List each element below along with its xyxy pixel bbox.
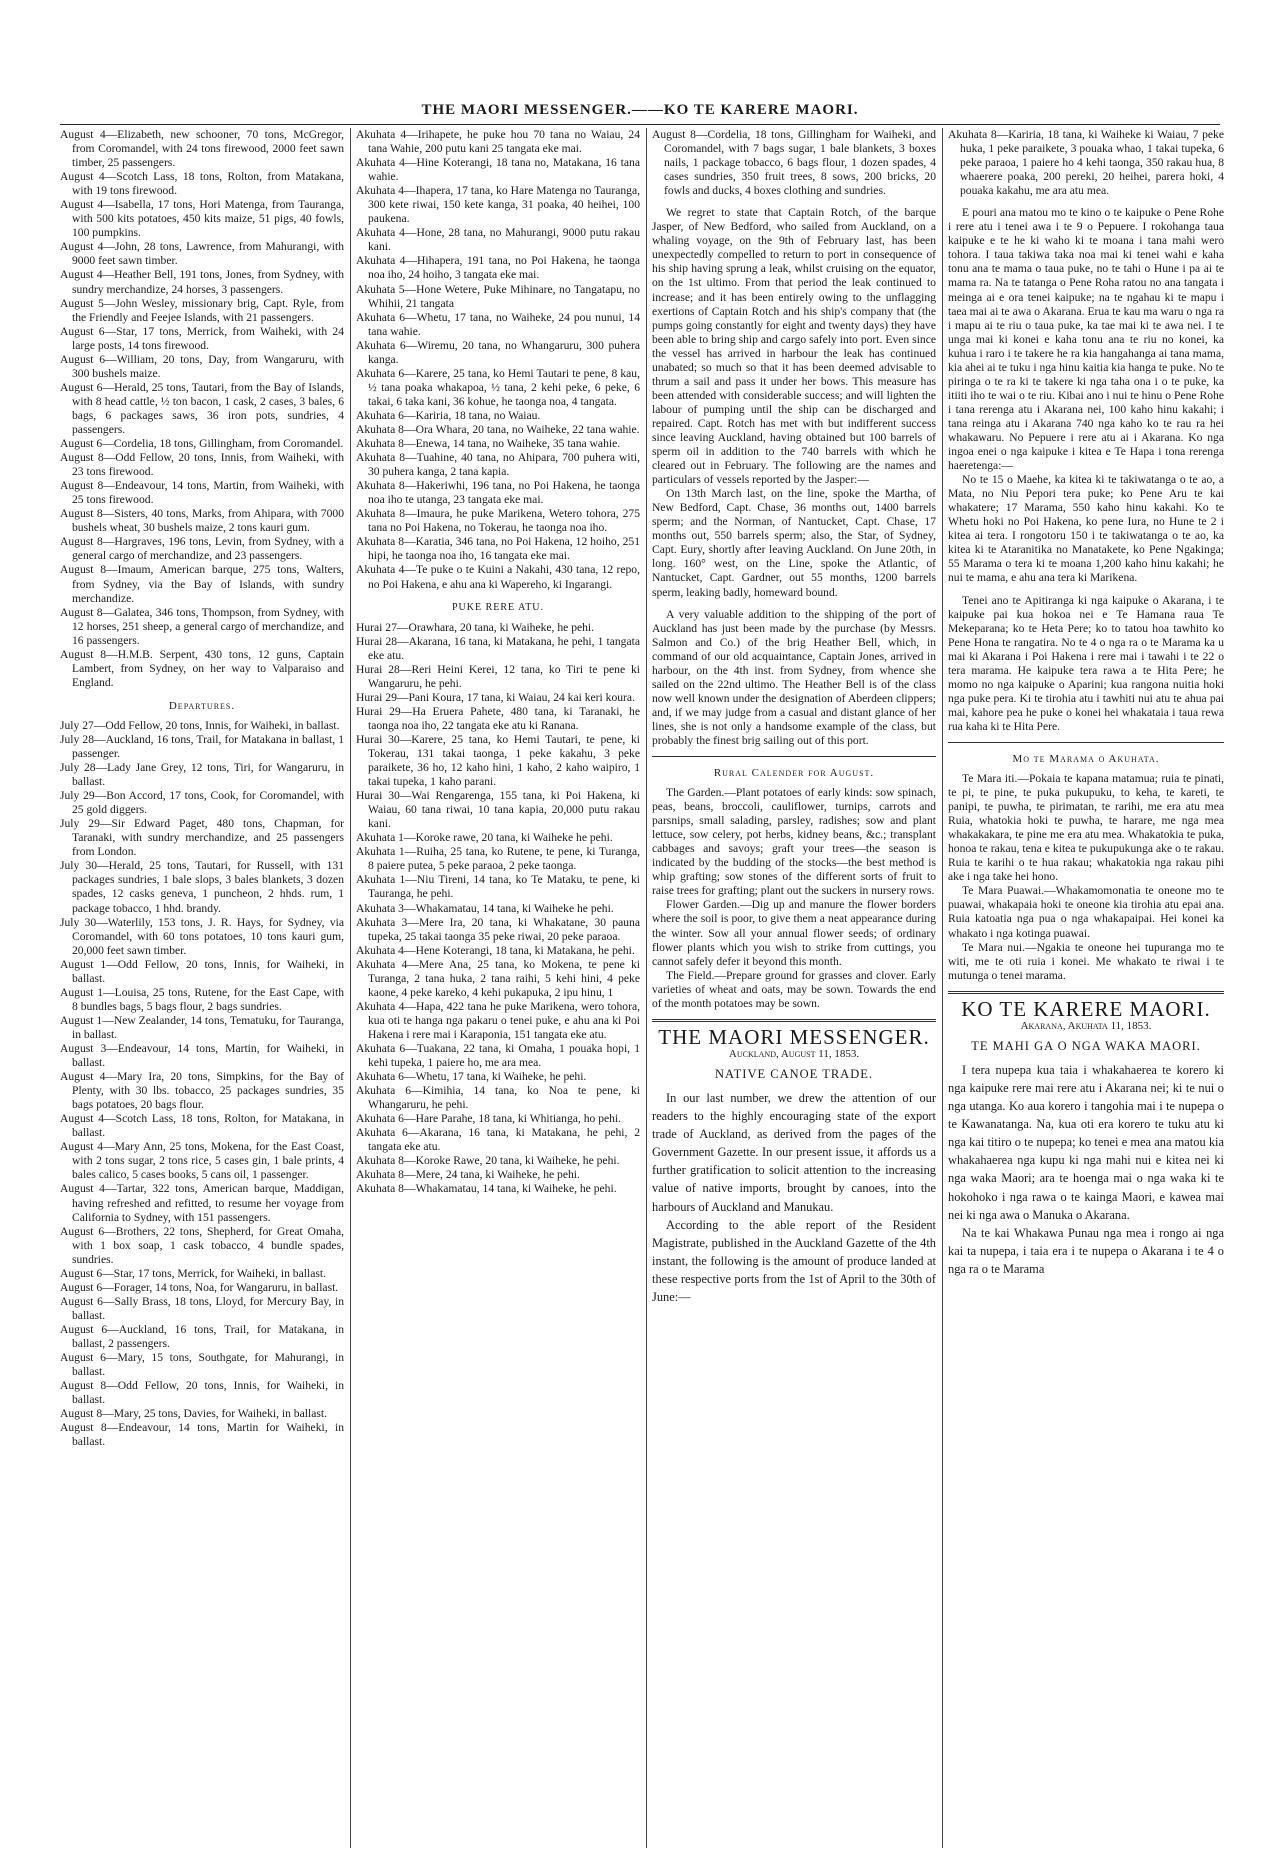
shipping-entry: August 6—Herald, 25 tons, Tautari, from the Bay of Islands, with 8 head cattle, ½ ton bacon, 1 cask, 2 cases, 3 bales, 6 bags, 6 packages saws, 36 iron pots, sundries, 4 passengers. bbox=[60, 380, 344, 436]
shipping-entry: Hurai 30—Wai Rengarenga, 155 tana, ki Poi Hakena, ki Waiau, 60 tana riwai, 10 tana kapia, 20,000 putu rakau kani. bbox=[356, 789, 640, 831]
shipping-entry: August 6—Cordelia, 18 tons, Gillingham, from Coromandel. bbox=[60, 437, 344, 451]
shipping-entry: Akuhata 4—Hapa, 422 tana he puke Marikena, wero tohora, kua oti te hanga nga pakaru o tenei puke, e ahu ana ki Poi Hakena i rere mai i Karaponia, 151 tangata eke atu. bbox=[356, 999, 640, 1041]
shipping-entry: Akuhata 4—Hihapera, 191 tana, no Poi Hakena, he taonga noa iho, 24 hoiho, 3 tangata eke mai. bbox=[356, 254, 640, 282]
field-notes-maori: Te Mara nui.—Ngakia te oneone hei tupuranga mo te witi, me te oti ruia i konei. Me whakato te riwai i te mutunga o tenei marama. bbox=[948, 940, 1224, 982]
flower-garden-notes-maori: Te Mara Puawai.—Whakamomonatia te oneone mo te puawai, whakapaia hoki te oneone kia tirohia atu epai ana. Ruia katoatia nga pua o nga whakapaipai. Hei konei ka whakato i nga kotinga puawai. bbox=[948, 884, 1224, 940]
garden-notes-maori: Te Mara iti.—Pokaia te kapana matamua; ruia te pinati, te pi, te pine, te puka pukupuku, to keha, te kareti, te panipi, te puwha, te pirimatan, te rarihi, me era atu mea Ruia, whatokia hoki te puwha, te harare, me nga mea whakakakara, te pine me era atu mea. Whakatokia te puka, honoa te rakau, tena e kitea te pukupukunga ake o te rakau. Ruia te karihi o te hua rakau; whakatokia nga rakau pihi ake i nga take hei hono. bbox=[948, 772, 1224, 884]
heather-bell-report: A very valuable addition to the shipping of the port of Auckland has just been made by the purchase (by Messrs. Salmon and Co.) of the brig Heather Bell, which, in command of our old acquaintance, Captain Jones, arrived in harbour, on the 4th inst. from Sydney, from whence she sailed on the 22nd ultimo. The Heather Bell is of the class now well known under the designation of Aberdeen clippers; and, if we may judge from a casual and distant glance of her lines, she is not only a handsome example of the class, but probably the finest brig sailing out of this port. bbox=[652, 607, 936, 747]
article-title-maori: TE MAHI GA O NGA WAKA MAORI. bbox=[971, 1038, 1201, 1053]
article-title: NATIVE CANOE TRADE. bbox=[715, 1066, 873, 1081]
shipping-entry: August 4—Scotch Lass, 18 tons, Rolton, from Matakana, with 19 tons firewood. bbox=[60, 170, 344, 198]
shipping-entry: August 1—Louisa, 25 tons, Rutene, for the East Cape, with 8 bundles bags, 5 bags flour, 2 bags sundries. bbox=[60, 985, 344, 1013]
masthead: THE MAORI MESSENGER.——KO TE KARERE MAORI. bbox=[421, 102, 859, 118]
garden-notes: The Garden.—Plant potatoes of early kinds: sow spinach, peas, beans, broccoli, cauliflower, turnips, carrots and parsnips, small salading, parsley, radishes; sow and plant lettuce, sow celery, pot herbs, kidney beans, &c.; transplant cabbages and savoys; graft your trees—the season is indicated by the budding of the stocks—the best method is whip grafting; sow stones of the different sorts of fruit to raise trees for grafting; plant out the suckers in nursery rows. bbox=[652, 786, 936, 898]
shipping-entry: Akuhata 6—Wiremu, 20 tana, no Whangaruru, 300 puhera kanga. bbox=[356, 338, 640, 366]
rere-atu-list bbox=[356, 621, 640, 1197]
rere-atu-heading: PUKE RERE ATU. bbox=[451, 601, 545, 613]
shipping-entry: July 30—Waterlily, 153 tons, J. R. Hays, for Sydney, via Coromandel, with 60 tons potatoes, 10 tons kauri gum, 20,000 feet sawn timber. bbox=[60, 915, 344, 957]
shipping-entry: Akuhata 8—Imaura, he puke Marikena, Wetero tohora, 275 tana no Poi Hakena, no Tokerau, he taonga noa iho. bbox=[356, 507, 640, 535]
shipping-entry: Akuhata 8—Ora Whara, 20 tana, no Waiheke, 22 tana wahie. bbox=[356, 422, 640, 436]
shipping-entry: August 8—Odd Fellow, 20 tons, Innis, from Waiheki, with 23 tons firewood. bbox=[60, 451, 344, 479]
shipping-entry: Akuhata 8—Enewa, 14 tana, no Waiheke, 35 tana wahie. bbox=[356, 437, 621, 451]
column-news-maori bbox=[948, 128, 1224, 1848]
shipping-entry: August 8—Sisters, 40 tons, Marks, from Ahipara, with 7000 bushels wheat, 30 bushels maize, 2 tons kauri gum. bbox=[60, 507, 344, 535]
tae-mai-list bbox=[356, 128, 640, 592]
whaler-report: We regret to state that Captain Rotch, of the barque Jasper, of New Bedford, who sailed from Auckland, on a whaling voyage, on the 9th of February last, has been unexpectedly compelled to return to port in consequence of his ship having sprung a leak, whilst cruising on the equator, on the 1st ultimo. From that period the leak continued to increase; and it has been entirely owing to the unflagging exertions of Captain Rotch and his ship's company that (the pumps going constantly for eight and twenty days) they have been able to bring ship and cargo safely into port. Even since the vessel has arrived in harbour the leak has continued unabated; so much so that it has been deemed advisable to thrum a sail and pass it under her bows. This measure has been attended with considerable success; and will lighten the labour of pumping until the ship can be discharged and repaired. Capt. Rotch has met with but indifferent success since leaving Auckland, having obtained but 100 barrels of sperm oil in addition to the 740 barrels with which he cleared out in February. The following are the names and particulars of vessels reported by the Jasper:— bbox=[652, 206, 936, 487]
heather-bell-report-maori: Tenei ano te Apitiranga ki nga kaipuke o Akarana, i te kaipuke pai kua hokoa nei e Te Hamana raua Te Mekeparana; ko te Heta Pere; ko to tatou hoa tawhito ko Pene Hona te rangatira. No te 4 o nga ra o te Marama ka u mai ki Akarana i Poi Hakena i rere mai i tawahi i te 22 o tera marama. He kaipuke tera rawa a te Hita Pere; he momo no nga kaipuke o Aparini; kua rangona nuitia hoki nga puke pera. Ki te tirohia atu i tawhiti nui atu te ahua pai mai, kahore pea he puke o konei hei whakataia i taua rewa rua kaha ki te Hita Pere. bbox=[948, 593, 1224, 733]
shipping-entry: Akuhata 3—Mere Ira, 20 tana, ki Whakatane, 30 pauna tupeka, 25 takai taonga 35 peke riwai, 20 peke paraoa. bbox=[356, 915, 640, 943]
shipping-entry: August 4—Mary Ira, 20 tons, Simpkins, for the Bay of Plenty, with 30 lbs. tobacco, 25 packages sundries, 35 bags potatoes, 20 bags flour. bbox=[60, 1070, 344, 1112]
shipping-entry: Akuhata 5—Hone Wetere, Puke Mihinare, no Tangatapu, no Whihii, 21 tangata bbox=[356, 282, 640, 310]
shipping-entry: Akuhata 6—Kariria, 18 tana, no Waiau. bbox=[356, 408, 541, 422]
shipping-entry: August 8—Galatea, 346 tons, Thompson, from Sydney, with 12 horses, 251 sheep, a general cargo of merchandize, and 16 passengers. bbox=[60, 605, 344, 647]
shipping-entry: August 8—Imaum, American barque, 275 tons, Walters, from Sydney, via the Bay of Islands, with sundry merchandize. bbox=[60, 563, 344, 605]
shipping-entry: August 8—Mary, 25 tons, Davies, for Waiheki, in ballast. bbox=[60, 1407, 327, 1421]
arrivals-list bbox=[60, 128, 344, 690]
shipping-entry: Akuhata 1—Niu Tireni, 14 tana, ko Te Mataku, te pene, ki Tauranga, he pehi. bbox=[356, 873, 640, 901]
shipping-entry: July 29—Sir Edward Paget, 480 tons, Chapman, for Taranaki, with sundry merchandize, and 25 passengers from London. bbox=[60, 817, 344, 859]
shipping-entry: August 4—Tartar, 322 tons, American barque, Maddigan, having refreshed and refitted, to resume her voyage from California to Sydney, with 151 passengers. bbox=[60, 1182, 344, 1224]
shipping-entry: Akuhata 4—Hone, 28 tana, no Mahurangi, 9000 putu rakau kani. bbox=[356, 226, 640, 254]
article-paragraph: In our last number, we drew the attention of our readers to the highly encouraging state of the export trade of Auckland, as derived from the pages of the Government Gazette. In our present issue, it affords us a further gratification to solicit attention to the increasing value of native imports, brought by canoes, into the harbours of Auckland and Manukau. bbox=[652, 1090, 936, 1214]
article-paragraph: I tera nupepa kua taia i whakahaerea te korero ki nga kaipuke rere mai rere atu i Akarana nei; ki te nui o nga utanga. Ko aua korero i tangohia mai i te nupepa o te Kawanatanga. Na, kua oti era korero te tuku atu ki nga kai titiro o te nupepa; ko tenei e mea ana matou kia whakahaerea nga kupu ki nga mahi nui e kitea nei ki nga waka Maori; ara te hoenga mai o nga waka ki te hokohoko i nga rawa o te kainga Maori, e kawea mai nei ki nga awa o Manuka o Akarana. bbox=[948, 1062, 1224, 1222]
article-paragraph: Na te kai Whakawa Punau nga mea i rongo ai nga kai ta nupepa, i taia era i te nupepa o Akarana i te 4 o nga ra o te Marama bbox=[948, 1225, 1224, 1276]
shipping-entry: Akuhata 8—Koroke Rawe, 20 tana, ki Waiheke, he pehi. bbox=[356, 1154, 620, 1168]
shipping-entry: August 4—Elizabeth, new schooner, 70 tons, McGregor, from Coromandel, with 24 tons firewood, 2000 feet sawn timber, 25 passengers. bbox=[60, 128, 344, 170]
shipping-entry: August 4—Heather Bell, 191 tons, Jones, from Sydney, with sundry merchandize, 24 horses, 3 passengers. bbox=[60, 268, 344, 296]
shipping-entry: August 8—Odd Fellow, 20 tons, Innis, for Waiheki, in ballast. bbox=[60, 1379, 344, 1407]
shipping-entry: August 6—Sally Brass, 18 tons, Lloyd, for Mercury Bay, in ballast. bbox=[60, 1294, 344, 1322]
column-shipping-english bbox=[60, 128, 344, 1848]
shipping-entry: Akuhata 8—Mere, 24 tana, ki Waiheke, he pehi. bbox=[356, 1168, 580, 1182]
shipping-entry: July 30—Herald, 25 tons, Tautari, for Russell, with 131 packages sundries, 1 bale slops, 3 bales blankets, 3 dozen spades, 12 casks geneva, 1 puncheon, 2 hhds. rum, 1 package tobacco, 1 hhd. brandy. bbox=[60, 859, 344, 915]
shipping-entry: August 1—Odd Fellow, 20 tons, Innis, for Waiheki, in ballast. bbox=[60, 957, 344, 985]
shipping-entry: August 5—John Wesley, missionary brig, Capt. Ryle, from the Friendly and Feejee Islands, with 21 passengers. bbox=[60, 296, 344, 324]
shipping-entry: Akuhata 6—Whetu, 17 tana, no Waiheke, 24 pou nunui, 14 tana wahie. bbox=[356, 310, 640, 338]
shipping-entry: August 6—Star, 17 tons, Merrick, from Waiheki, with 24 large posts, 14 tons firewood. bbox=[60, 324, 344, 352]
shipping-entry: August 6—William, 20 tons, Day, from Wangaruru, with 300 bushels maize. bbox=[60, 352, 344, 380]
shipping-entry: Akuhata 3—Whakamatau, 14 tana, ki Waiheke he pehi. bbox=[356, 901, 614, 915]
shipping-entry: August 6—Brothers, 22 tons, Shepherd, for Great Omaha, with 1 box soap, 1 cask tobacco, 4 bundle spades, sundries. bbox=[60, 1224, 344, 1266]
whaler-report-maori: E pouri ana matou mo te kino o te kaipuke o Pene Rohe i rere atu i tenei awa i te 9 o Pepuere. I rokohanga taua kaipuke e te he ki waho ki te moana i tana mahi wero tohora. I taua takiwa taka noa mai ki tenei wahi e kaha tonu ana te mama o taua puke, no te tahi o Hune i pa ai te mama ra. Na te tatanga o Pene Roha ratou no ana tangata i meinga ai e ora tenei kaipuke; na te ngahau ki te mapu i taea mai ai te awa o Akarana. Erua te kau ma waru o nga ra i mapu ai te riu o taua puke, ka tae mai ki te awa nei. I te unga mai ki konei e kaha tonu ana te riu no konei, ka kuhua i raro i te takere he ra kia hangahanga ai tana mama, kia ahei ai te tuku i nga hinu kaitia kia hanga te puke. No te piringa o te ra ki te takere ki nga taha ona i o te puke, ka itiiti iho te wai o te riu. Kibai ano i nui te hinu o Pene Rohe i tana rerenga atu i Akarana nei, 100 kaho hinu kakahi; i tana reinga atu i Akarana 740 nga kaho ko te rau ra hei whakawaru. No Pepuere i rere atu ai i Akarana. Ko nga ingoa enei o nga kaipuke i kitea e Te Hapa i tona rerenga haeretenga:— bbox=[948, 206, 1224, 473]
dateline: Auckland, August 11, 1853. bbox=[728, 1047, 860, 1060]
arrival-entry: Akuhata 8—Kariria, 18 tana, ki Waiheke ki Waiau, 7 peke huka, 1 peke paraikete, 3 pouaka whao, 1 takai tupeka, 6 peke paraoa, 1 paiere ho 4 kehi taonga, 350 rakau hua, 8 whaerere poaka, 200 pereki, 20 heihei, parera hoki, 4 pouaka kakahu, me ara atu mea. bbox=[948, 128, 1224, 198]
shipping-entry: Akuhata 8—Hakeriwhi, 196 tana, no Poi Hakena, he taonga noa iho te utanga, 23 tangata eke mai. bbox=[356, 479, 640, 507]
column-shipping-maori bbox=[356, 128, 640, 1848]
shipping-entry: Hurai 28—Reri Heini Kerei, 12 tana, ko Tiri te pene ki Wangaruru, he pehi. bbox=[356, 662, 640, 690]
flower-garden-notes: Flower Garden.—Dig up and manure the flower borders where the soil is poor, to give them a neat appearance during the winter. Sow all your annual flower seeds; of ordinary flower plants which you wish to strike from cuttings, you cannot safely defer it beyond this month. bbox=[652, 898, 936, 968]
shipping-entry: August 8—Endeavour, 14 tons, Martin for Waiheki, in ballast. bbox=[60, 1421, 344, 1449]
shipping-entry: Akuhata 4—Mere Ana, 25 tana, ko Mokena, te pene ki Turanga, 2 tana huka, 2 tana raihi, 5 kehi hini, 4 peke kaone, 4 peke kareko, 4 kehi pukapuka, 2 ipu hinu, 1 bbox=[356, 957, 640, 999]
shipping-entry: August 4—Scotch Lass, 18 tons, Rolton, for Matakana, in ballast. bbox=[60, 1112, 344, 1140]
shipping-entry: July 28—Auckland, 16 tons, Trail, for Matakana in ballast, 1 passenger. bbox=[60, 732, 344, 761]
shipping-entry: Akuhata 8—Whakamatau, 14 tana, ki Waiheke, he pehi. bbox=[356, 1182, 617, 1196]
shipping-entry: August 8—Hargraves, 196 tons, Levin, from Sydney, with a general cargo of merchandize, and 23 passengers. bbox=[60, 535, 344, 563]
departures-heading: Departures. bbox=[168, 699, 236, 712]
shipping-entry: Hurai 27—Orawhara, 20 tana, ki Waiheke, he pehi. bbox=[356, 620, 595, 634]
shipping-entry: August 4—Isabella, 17 tons, Hori Matenga, from Tauranga, with 500 kits potatoes, 450 kits maize, 51 pigs, 40 fowls, 100 pumpkins. bbox=[60, 198, 344, 240]
shipping-entry: Hurai 29—Pani Koura, 17 tana, ki Waiau, 24 kai keri koura. bbox=[356, 690, 635, 704]
departures-list bbox=[60, 719, 344, 1449]
shipping-entry: Akuhata 4—Hene Koterangi, 18 tana, ki Matakana, he pehi. bbox=[356, 943, 635, 957]
shipping-entry: Akuhata 4—Hine Koterangi, 18 tana no, Matakana, 16 tana wahie. bbox=[356, 156, 640, 184]
shipping-entry: Hurai 30—Karere, 25 tana, ko Hemi Tautari, te pene, ki Tokerau, 131 takai taonga, 1 peke kakahu, 3 peke paraikete, 36 ho, 12 kaho hini, 1 kaho, 2 kaho waipiro, 1 takai tupeka, 1 kaho parani. bbox=[356, 732, 640, 789]
shipping-entry: Akuhata 1—Ruiha, 25 tana, ko Rutene, te pene, ki Turanga, 8 paiere putea, 5 peke paraoa, 2 peke taonga. bbox=[356, 845, 640, 873]
column-news-english bbox=[652, 128, 936, 1848]
shipping-entry: Akuhata 6—Karere, 25 tana, ko Hemi Tautari te pene, 8 kau, ½ tana poaka whakapoa, ½ tana, 2 kehi peke, 6 peke, 6 takai, 6 taka kani, 36 kohue, he taonga noa, 4 tangata. bbox=[356, 366, 640, 408]
paper-title-maori: KO TE KARERE MAORI. bbox=[961, 996, 1211, 1021]
shipping-entry: August 8—Endeavour, 14 tons, Martin, from Waiheki, with 25 tons firewood. bbox=[60, 479, 344, 507]
shipping-entry: Akuhata 6—Kimihia, 14 tana, ko Noa te pene, ki Whangaruru, he pehi. bbox=[356, 1084, 640, 1112]
shipping-entry: August 6—Auckland, 16 tons, Trail, for Matakana, in ballast, 2 passengers. bbox=[60, 1322, 344, 1350]
jasper-list: On 13th March last, on the line, spoke the Martha, of New Bedford, Capt. Chase, 36 months out, 1400 barrels sperm; and the Norman, of Nantucket, Capt. Chase, 17 months out, 550 barrels sperm; also, the Star, of Sydney, Capt. Eury, shortly after leaving Auckland. On June 20th, in long. 160° west, on the Line, spoke the Atlantic, of Nantucket, Capt. Gardner, out 55 months, 1200 barrels sperm, leaking badly, homeward bound. bbox=[652, 487, 936, 599]
shipping-entry: Akuhata 4—Te puke o te Kuini a Nakahi, 430 tana, 12 repo, no Poi Hakena, e ahu ana ki Wapereho, ki Ingarangi. bbox=[356, 563, 640, 591]
shipping-entry: Akuhata 1—Koroke rawe, 20 tana, ki Waiheke he pehi. bbox=[356, 831, 613, 845]
paper-title: THE MAORI MESSENGER. bbox=[658, 1024, 930, 1049]
jasper-list-maori: No te 15 o Maehe, ka kitea ki te takiwatanga o te ao, a Mata, no Niu Pepori tera puke; ko Pene Aru te kai whakatere; 17 Marama, 550 kaho hinu kakahi. Ko te Whetu hoki no Poi Hakena, ko pene Iura, no Hune te 2 i kitea ai tera. I rongotoru 150 i te takiwatanga o te ao, ka kitea ki te Ataranitika no Manatakete, ko Pene Ngakinga; 55 Marama o tera ki te moana 1,200 kaho hinu kakahi; he nui te mama, e ahu ana tera ki Marikena. bbox=[948, 473, 1224, 585]
shipping-entry: Akuhata 4—Ihapera, 17 tana, ko Hare Matenga no Tauranga, 300 kete riwai, 150 kete kanga, 31 poaka, 40 heihei, 100 paukena. bbox=[356, 184, 640, 226]
shipping-entry: August 6—Forager, 14 tons, Noa, for Wangaruru, in ballast. bbox=[60, 1280, 339, 1294]
shipping-entry: Akuhata 6—Akarana, 16 tana, ki Matakana, he pehi, 2 tangata eke atu. bbox=[356, 1126, 640, 1154]
shipping-entry: Hurai 29—Ha Eruera Pahete, 480 tana, ki Taranaki, he taonga noa iho, 22 tangata eke atu ki Ranana. bbox=[356, 704, 640, 732]
masthead-rule bbox=[60, 124, 1220, 125]
shipping-entry: August 3—Endeavour, 14 tons, Martin, for Waiheki, in ballast. bbox=[60, 1042, 344, 1070]
field-notes: The Field.—Prepare ground for grasses and clover. Early varieties of wheat and oats, may be sown. Towards the end of the month potatoes may be sown. bbox=[652, 968, 936, 1010]
shipping-entry: Akuhata 4—Irihapete, he puke hou 70 tana no Waiau, 24 tana Wahie, 200 putu kani 25 tangata eke mai. bbox=[356, 128, 640, 156]
shipping-entry: Akuhata 6—Tuakana, 22 tana, ki Omaha, 1 pouaka hopi, 1 kehi tupeka, 1 paiere ho, me ara mea. bbox=[356, 1042, 640, 1070]
rural-calendar-heading: Rural Calender for August. bbox=[713, 767, 875, 780]
shipping-entry: August 8—H.M.B. Serpent, 430 tons, 12 guns, Captain Lambert, from Sydney, on her way to Valparaiso and England. bbox=[60, 647, 344, 689]
shipping-entry: August 4—John, 28 tons, Lawrence, from Mahurangi, with 9000 feet sawn timber. bbox=[60, 240, 344, 268]
shipping-entry: July 27—Odd Fellow, 20 tons, Innis, for Waiheki, in ballast. bbox=[60, 718, 340, 732]
dateline-maori: Akarana, Akuhata 11, 1853. bbox=[1020, 1019, 1152, 1032]
shipping-entry: Hurai 28—Akarana, 16 tana, ki Matakana, he pehi, 1 tangata eke atu. bbox=[356, 634, 640, 662]
shipping-entry: August 1—New Zealander, 14 tons, Tematuku, for Tauranga, in ballast. bbox=[60, 1013, 344, 1041]
column-rule bbox=[350, 128, 351, 1848]
arrival-entry: August 8—Cordelia, 18 tons, Gillingham for Waiheki, and Coromandel, with 7 bags sugar, 1 bale blankets, 3 boxes nails, 1 package tobacco, 6 bags flour, 1 dozen spades, 4 cases sundries, 350 fruit trees, 8 sows, 200 bricks, 20 fowls and ducks, 4 boxes clothing and sundries. bbox=[652, 128, 936, 198]
column-rule bbox=[942, 128, 943, 1848]
shipping-entry: August 4—Mary Ann, 25 tons, Mokena, for the East Coast, with 2 tons sugar, 2 tons rice, 5 cases gin, 1 bale prints, 4 bales calico, 5 cases books, 5 cans oil, 1 passenger. bbox=[60, 1140, 344, 1182]
shipping-entry: July 28—Lady Jane Grey, 12 tons, Tiri, for Wangaruru, in ballast. bbox=[60, 761, 344, 789]
month-heading: Mo te Marama o Akuhata. bbox=[1012, 752, 1160, 765]
shipping-entry: August 6—Star, 17 tons, Merrick, for Waiheki, in ballast. bbox=[60, 1266, 326, 1280]
article-paragraph: According to the able report of the Resident Magistrate, published in the Auckland Gazette of the 4th instant, the following is the amount of produce landed at these respective ports from the 1st of April to the 30th of June:— bbox=[652, 1217, 936, 1304]
shipping-entry: Akuhata 6—Whetu, 17 tana, ki Waiheke, he pehi. bbox=[356, 1070, 587, 1084]
shipping-entry: Akuhata 8—Tuahine, 40 tana, no Ahipara, 700 puhera witi, 30 puhera kanga, 2 tana kapia. bbox=[356, 451, 640, 479]
shipping-entry: Akuhata 6—Hare Parahe, 18 tana, ki Whitianga, ho pehi. bbox=[356, 1112, 622, 1126]
shipping-entry: August 6—Mary, 15 tons, Southgate, for Mahurangi, in ballast. bbox=[60, 1351, 344, 1379]
shipping-entry: Akuhata 8—Karatia, 346 tana, no Poi Hakena, 12 hoiho, 251 hipi, he taonga noa iho, 16 tangata eke mai. bbox=[356, 535, 640, 563]
shipping-entry: July 29—Bon Accord, 17 tons, Cook, for Coromandel, with 25 gold diggers. bbox=[60, 789, 344, 817]
column-rule bbox=[646, 128, 647, 1848]
